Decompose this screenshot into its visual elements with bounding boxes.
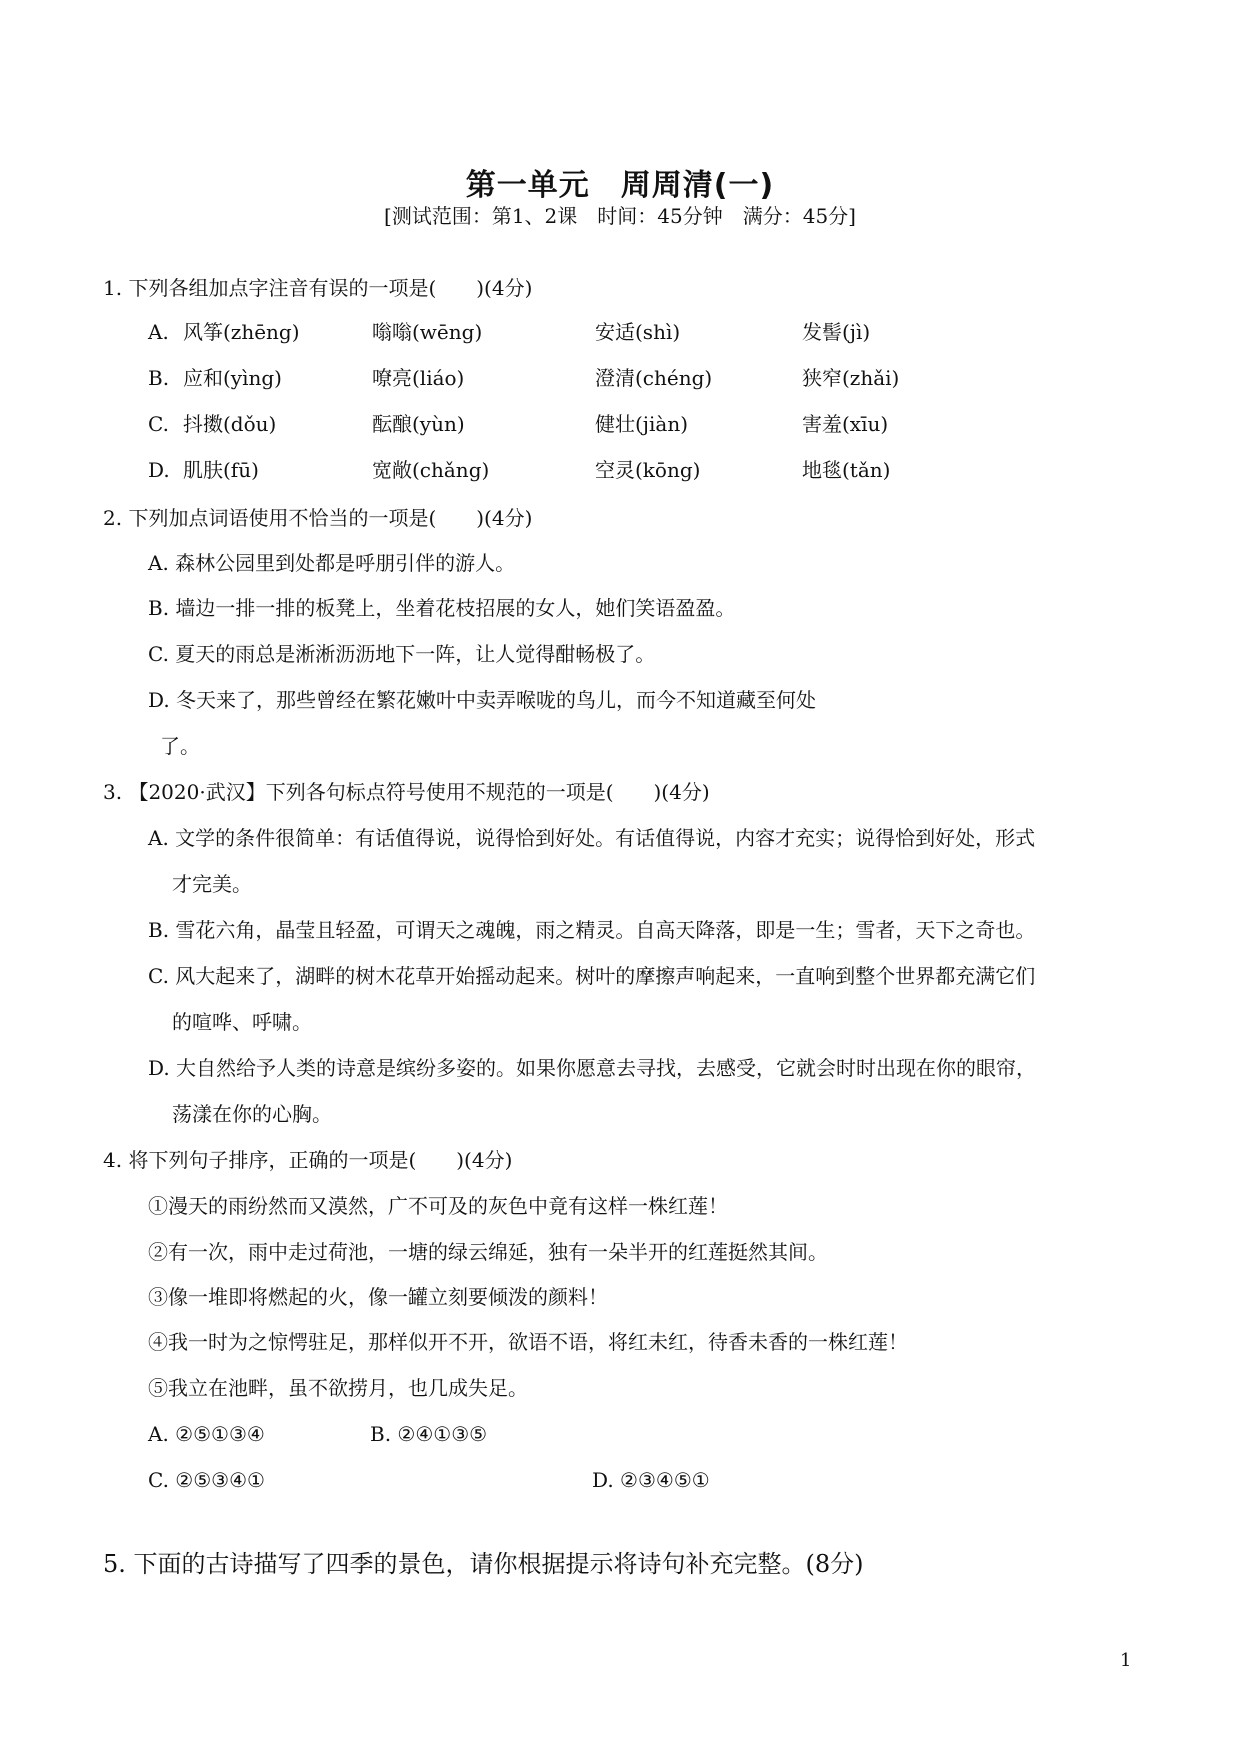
q4-option-d: D. ②③④⑤① bbox=[592, 1468, 710, 1492]
q3-option-c-line-1: C. 风大起来了，湖畔的树木花草开始摇动起来。树叶的摩擦声响起来，一直响到整个世界都充满它们 bbox=[148, 964, 1036, 988]
q2-option-a: A. 森林公园里到处都是呼朋引伴的游人。 bbox=[148, 551, 516, 575]
q4-sentence-3: ③像一堆即将燃起的火，像一罐立刻要倾泼的颜料！ bbox=[148, 1285, 608, 1309]
page-number: 1 bbox=[1120, 1650, 1132, 1671]
q3-option-d-line-2: 荡漾在你的心胸。 bbox=[172, 1102, 332, 1126]
q3-option-d-line-1: D. 大自然给予人类的诗意是缤纷多姿的。如果你愿意去寻找，去感受，它就会时时出现在你的眼帘， bbox=[148, 1056, 1037, 1080]
q2-option-b: B. 墙边一排一排的板凳上，坐着花枝招展的女人，她们笑语盈盈。 bbox=[148, 596, 736, 620]
q4-option-a: A. ②⑤①③④ bbox=[148, 1422, 265, 1446]
question-2-stem: 2. 下列加点词语使用不恰当的一项是( )(4分) bbox=[103, 506, 533, 530]
q4-sentence-4: ④我一时为之惊愕驻足，那样似开不开，欲语不语，将红未红，待香未香的一株红莲！ bbox=[148, 1330, 908, 1354]
q1-option-c-item-1: 抖擞(dǒu) bbox=[183, 412, 277, 436]
q1-option-b-item-2: 嘹亮(liáo) bbox=[372, 366, 465, 390]
q1-option-c-item-2: 酝酿(yùn) bbox=[372, 412, 465, 436]
q1-option-a-item-4: 发髻(jì) bbox=[802, 320, 871, 344]
question-5-stem: 5. 下面的古诗描写了四季的景色，请你根据提示将诗句补充完整。(8分) bbox=[103, 1550, 864, 1578]
q1-option-a-item-1: 风筝(zhēng) bbox=[183, 320, 300, 344]
q3-option-b: B. 雪花六角，晶莹且轻盈，可谓天之魂魄，雨之精灵。自高天降落，即是一生；雪者，天下之奇也。 bbox=[148, 918, 1036, 942]
q1-option-d-item-2: 宽敞(chǎng) bbox=[372, 458, 490, 482]
page-subtitle: [测试范围：第1、2课 时间：45分钟 满分：45分] bbox=[384, 204, 856, 228]
q3-option-a-line-1: A. 文学的条件很简单：有话值得说，说得恰到好处。有话值得说，内容才充实；说得恰到好处，形式 bbox=[148, 826, 1036, 850]
question-3-stem: 3. 【2020·武汉】下列各句标点符号使用不规范的一项是( )(4分) bbox=[103, 780, 710, 804]
q4-option-b: B. ②④①③⑤ bbox=[370, 1422, 488, 1446]
q1-option-c-item-3: 健壮(jiàn) bbox=[595, 412, 689, 436]
q4-sentence-5: ⑤我立在池畔，虽不欲捞月，也几成失足。 bbox=[148, 1376, 528, 1400]
q1-option-b-item-1: 应和(yìng) bbox=[183, 366, 282, 390]
q4-sentence-2: ②有一次，雨中走过荷池，一塘的绿云绵延，独有一朵半开的红莲挺然其间。 bbox=[148, 1240, 828, 1264]
q1-option-c-label: C. bbox=[148, 412, 169, 436]
q1-option-d-item-1: 肌肤(fū) bbox=[183, 458, 259, 482]
q2-option-d-line-2: 了。 bbox=[160, 734, 200, 758]
page-title: 第一单元 周周清(一) bbox=[465, 168, 775, 203]
q2-option-d-line-1: D. 冬天来了，那些曾经在繁花嫩叶中卖弄喉咙的鸟儿，而今不知道藏至何处 bbox=[148, 688, 817, 712]
q1-option-c-item-4: 害羞(xīu) bbox=[802, 412, 889, 436]
q1-option-a-label: A. bbox=[148, 320, 169, 344]
q2-option-c: C. 夏天的雨总是淅淅沥沥地下一阵，让人觉得酣畅极了。 bbox=[148, 642, 656, 666]
q1-option-a-item-3: 安适(shì) bbox=[595, 320, 681, 344]
question-4-stem: 4. 将下列句子排序，正确的一项是( )(4分) bbox=[103, 1148, 513, 1172]
q1-option-b-item-3: 澄清(chéng) bbox=[595, 366, 713, 390]
q1-option-b-label: B. bbox=[148, 366, 170, 390]
q1-option-d-item-3: 空灵(kōng) bbox=[595, 458, 701, 482]
q1-option-d-label: D. bbox=[148, 458, 170, 482]
q1-option-a-item-2: 嗡嗡(wēng) bbox=[372, 320, 483, 344]
q4-sentence-1: ①漫天的雨纷然而又漠然，广不可及的灰色中竟有这样一株红莲！ bbox=[148, 1194, 728, 1218]
q1-option-b-item-4: 狭窄(zhǎi) bbox=[802, 366, 900, 390]
q3-option-a-line-2: 才完美。 bbox=[172, 872, 252, 896]
question-1-stem: 1. 下列各组加点字注音有误的一项是( )(4分) bbox=[103, 276, 533, 300]
q1-option-d-item-4: 地毯(tǎn) bbox=[802, 458, 891, 482]
q3-option-c-line-2: 的喧哗、呼啸。 bbox=[172, 1010, 312, 1034]
q4-option-c: C. ②⑤③④① bbox=[148, 1468, 265, 1492]
